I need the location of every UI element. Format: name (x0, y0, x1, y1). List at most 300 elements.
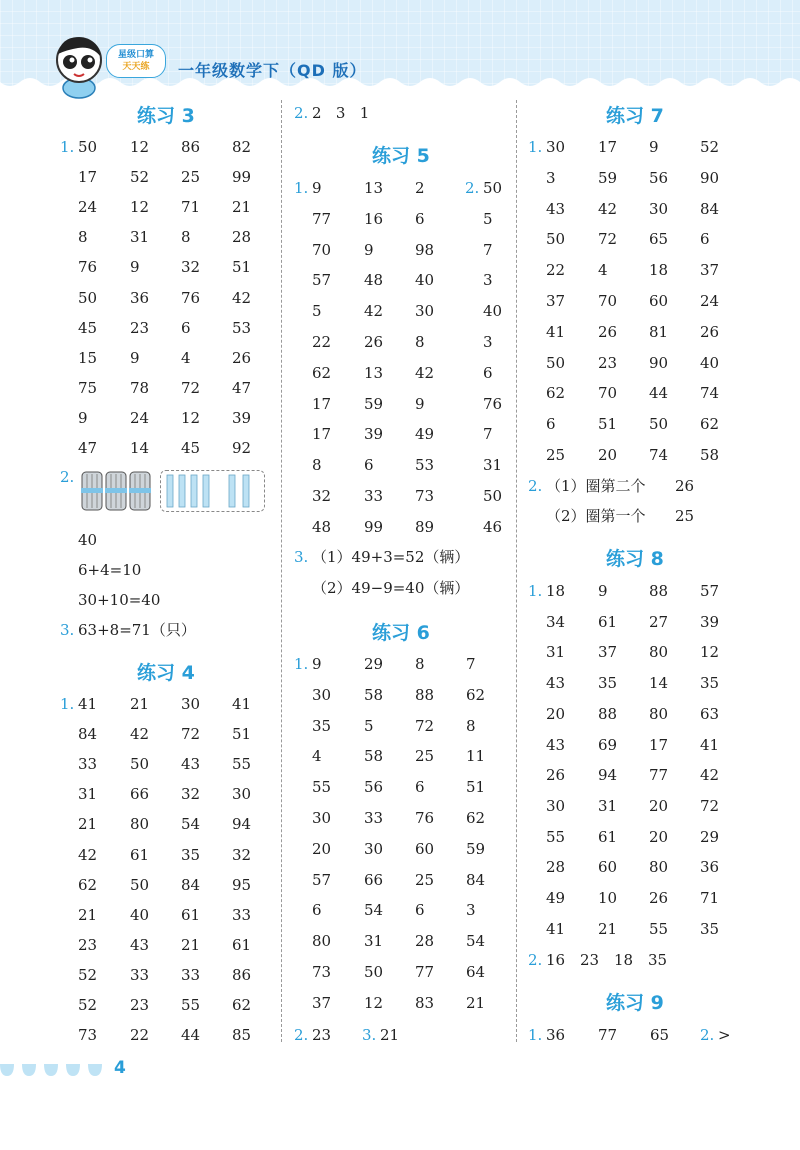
answer-cell: 49 (546, 889, 566, 907)
answer-cell: 60 (415, 839, 435, 858)
answer-cell: 41 (232, 695, 252, 713)
answer-cell: 76 (483, 394, 503, 413)
answer-cell: 35 (312, 716, 332, 735)
answer-cell: 18 (546, 582, 566, 600)
question-number: 2. (60, 468, 75, 486)
answer-cell: 50 (483, 487, 503, 505)
answer-cell: 12 (130, 138, 150, 156)
answer-cell: 95 (232, 875, 252, 894)
exercise-6-title: 练习 6 (372, 622, 430, 644)
answer-cell: 26 (232, 348, 252, 367)
answer-cell: 14 (130, 439, 150, 457)
answer-cell: 2 (415, 179, 425, 197)
exercise-7-title: 练习 7 (606, 105, 664, 127)
answer-cell: 27 (649, 612, 669, 631)
answer-value: 65 (650, 1026, 670, 1044)
answer-cell: 94 (598, 766, 618, 785)
answer-cell: 33 (364, 809, 384, 827)
answer-cell: 31 (364, 932, 384, 951)
answer-cell: 6 (483, 363, 493, 382)
answer-cell: 43 (130, 935, 150, 954)
answer-cell: 23 (130, 318, 150, 337)
answer-cell: 21 (598, 919, 618, 938)
answer-cell: 40 (700, 353, 720, 372)
answer-cell: 55 (649, 919, 669, 938)
answer-cell: 30 (364, 839, 384, 858)
question-number: 1. (528, 138, 543, 156)
answer-cell: 20 (649, 796, 669, 815)
answer-cell: 81 (649, 322, 669, 341)
question-number: 2. (700, 1026, 715, 1044)
answer-cell: 37 (598, 643, 618, 662)
answer-cell: 20 (312, 839, 332, 858)
answer-cell: 80 (649, 643, 669, 662)
question-number: 3. (294, 548, 309, 566)
answer-cell: 50 (78, 288, 98, 307)
answer-cell: 84 (181, 875, 201, 894)
answer-cell: 98 (415, 240, 435, 259)
answer-cell: 42 (598, 199, 618, 218)
answer-cell: 62 (466, 685, 486, 704)
answer-cell: 30 (415, 302, 435, 321)
answer-cell: 18 (649, 261, 669, 280)
answer-cell: 6 (700, 230, 710, 249)
answer-cell: 30 (181, 695, 201, 713)
answer-cell: 70 (312, 240, 332, 259)
answer-value: 23 (580, 951, 600, 969)
question-number: 2. (528, 951, 543, 969)
exercise-4-title: 练习 4 (137, 662, 195, 684)
answer-cell: 43 (181, 755, 201, 774)
answer-cell: 32 (181, 258, 201, 277)
answer-cell: 32 (181, 785, 201, 804)
answer-cell: 20 (649, 827, 669, 846)
answer-cell: 58 (364, 747, 384, 766)
answer-cell: 12 (364, 993, 384, 1012)
answer-cell: 74 (649, 446, 669, 464)
answer-value: 18 (614, 951, 634, 969)
answer-cell: 13 (364, 179, 384, 197)
answer-cell: 17 (312, 394, 332, 413)
answer-cell: 76 (415, 809, 435, 827)
answer-cell: 35 (700, 674, 720, 693)
answer-cell: 33 (130, 965, 150, 984)
answer-cell: 9 (130, 348, 140, 367)
answer-line: 30+10=40 (78, 591, 161, 609)
answer-cell: 5 (364, 716, 374, 735)
answer-cell: 44 (181, 1026, 201, 1045)
answer-cell: 29 (700, 827, 720, 846)
answer-cell: 60 (649, 292, 669, 310)
answer-cell: 4 (312, 747, 322, 766)
answer-cell: 16 (364, 209, 384, 228)
answer-cell: 40 (415, 271, 435, 290)
answer-cell: 17 (649, 735, 669, 754)
answer-cell: 75 (78, 378, 98, 397)
answer-cell: 82 (232, 138, 252, 156)
answer-value: > (718, 1026, 731, 1044)
answer-cell: 30 (312, 809, 332, 827)
answer-line: 40 (78, 531, 98, 549)
answer-cell: 32 (232, 845, 252, 864)
answer-cell: 6 (312, 901, 322, 920)
answer-cell: 22 (312, 333, 332, 351)
answer-cell: 31 (78, 785, 98, 804)
answer-cell: 37 (700, 261, 720, 280)
answer-cell: 25 (181, 168, 201, 187)
answer-cell: 21 (466, 993, 486, 1012)
book-title: 一年级数学下（QD 版） (178, 61, 367, 80)
answer-cell: 37 (312, 993, 332, 1012)
column-divider (516, 100, 517, 1042)
answer-cell: 54 (466, 932, 486, 951)
answer-cell: 56 (364, 778, 384, 797)
answer-cell: 35 (181, 845, 201, 864)
answer-cell: 11 (466, 747, 486, 766)
question-number: 3. (362, 1026, 377, 1044)
answer-cell: 20 (546, 704, 566, 723)
answer-cell: 62 (466, 809, 486, 827)
answer-cell: 48 (312, 517, 332, 536)
answer-cell: 21 (232, 198, 252, 217)
answer-cell: 50 (364, 963, 384, 981)
answer-cell: 31 (546, 643, 566, 662)
answer-cell: 57 (312, 271, 332, 290)
answer-cell: 99 (232, 168, 252, 187)
answer-cell: 61 (232, 935, 252, 954)
answer-cell: 72 (181, 378, 201, 397)
answer-line: 63+8=71（只） (78, 621, 196, 639)
answer-cell: 22 (546, 261, 566, 280)
answer-cell: 30 (232, 785, 252, 804)
answer-cell: 53 (232, 318, 252, 337)
column-divider (281, 100, 282, 1042)
answer-cell: 31 (130, 228, 150, 247)
answer-cell: 41 (546, 322, 566, 341)
answer-cell: 71 (181, 198, 201, 217)
answer-line: 2 3 1 (312, 104, 370, 122)
answer-cell: 26 (649, 889, 669, 907)
answer-cell: 8 (415, 333, 425, 351)
answer-cell: 30 (312, 685, 332, 704)
answer-cell: 33 (78, 755, 98, 774)
answer-cell: 17 (598, 138, 618, 156)
answer-cell: 88 (649, 582, 669, 600)
question-number: 1. (60, 695, 75, 713)
answer-cell: 30 (546, 138, 566, 156)
answer-cell: 37 (546, 292, 566, 310)
answer-cell: 77 (312, 209, 332, 228)
answer-cell: 15 (78, 348, 98, 367)
answer-cell: 80 (649, 704, 669, 723)
answer-cell: 59 (364, 394, 384, 413)
answer-cell: 9 (130, 258, 140, 277)
exercise-5-title: 练习 5 (372, 145, 430, 167)
answer-cell: 80 (130, 815, 150, 834)
answer-cell: 28 (546, 858, 566, 877)
answer-cell: 84 (78, 725, 98, 744)
answer-cell: 9 (364, 240, 374, 259)
answer-cell: 77 (415, 963, 435, 981)
question-number: 1. (60, 138, 75, 156)
answer-cell: 29 (364, 655, 384, 673)
answer-cell: 55 (181, 996, 201, 1014)
answer-value: 16 (546, 951, 566, 969)
answer-cell: 62 (232, 996, 252, 1014)
answer-value: 35 (648, 951, 668, 969)
answer-cell: 20 (598, 446, 618, 464)
answer-cell: 21 (130, 695, 150, 713)
answer-cell: 54 (364, 901, 384, 920)
answer-cell: 57 (700, 582, 720, 600)
answer-cell: 45 (181, 439, 201, 457)
answer-cell: 12 (700, 643, 720, 662)
answer-cell: 58 (700, 446, 720, 464)
answer-cell: 23 (598, 353, 618, 372)
answer-cell: 35 (598, 674, 618, 693)
answer-cell: 49 (415, 425, 435, 444)
exercise-3-title: 练习 3 (137, 105, 195, 127)
answer-cell: 6 (415, 901, 425, 920)
answer-cell: 72 (415, 716, 435, 735)
answer-cell: 48 (364, 271, 384, 290)
question-number: 1. (528, 1026, 543, 1044)
answer-cell: 5 (483, 209, 493, 228)
answer-cell: 3 (483, 333, 493, 351)
answer-cell: 94 (232, 815, 252, 834)
answer-cell: 42 (364, 302, 384, 321)
answer-cell: 77 (649, 766, 669, 785)
answer-cell: 28 (415, 932, 435, 951)
footer-dots-decoration (0, 1062, 110, 1078)
answer-cell: 25 (546, 446, 566, 464)
answer-cell: 73 (78, 1026, 98, 1045)
question-number: 1. (294, 655, 309, 673)
answer-cell: 90 (649, 353, 669, 372)
answer-cell: 7 (466, 655, 476, 673)
answer-cell: 42 (232, 288, 252, 307)
answer-cell: 62 (546, 384, 566, 403)
question-number: 2. (465, 179, 480, 197)
answer-cell: 45 (78, 318, 98, 337)
answer-cell: 42 (700, 766, 720, 785)
answer-cell: 99 (364, 517, 384, 536)
answer-cell: 89 (415, 517, 435, 536)
answer-cell: 84 (466, 870, 486, 889)
answer-cell: 92 (232, 439, 252, 457)
answer-cell: 73 (312, 963, 332, 981)
exercise-8-title: 练习 8 (606, 548, 664, 570)
answer-cell: 55 (312, 778, 332, 797)
answer-cell: 65 (649, 230, 669, 249)
question-number: 1. (294, 179, 309, 197)
answer-cell: 46 (483, 517, 503, 536)
answer-cell: 32 (312, 487, 332, 505)
answer-value: 77 (598, 1026, 618, 1044)
answer-cell: 55 (232, 755, 252, 774)
answer-cell: 28 (232, 228, 252, 247)
answer-cell: 41 (546, 919, 566, 938)
answer-cell: 51 (466, 778, 486, 797)
answer-cell: 24 (78, 198, 98, 217)
answer-cell: 4 (181, 348, 191, 367)
answer-cell: 78 (130, 378, 150, 397)
answer-cell: 30 (649, 199, 669, 218)
answer-cell: 9 (312, 179, 322, 197)
answer-cell: 26 (546, 766, 566, 785)
answer-cell: 55 (546, 827, 566, 846)
answer-cell: 88 (598, 704, 618, 723)
answer-cell: 72 (700, 796, 720, 815)
answer-cell: 42 (130, 725, 150, 744)
question-number: 2. (294, 104, 309, 122)
logo-line1: 星级口算 (117, 50, 154, 60)
answer-cell: 80 (312, 932, 332, 951)
answer-cell: 12 (130, 198, 150, 217)
answer-cell: 22 (130, 1026, 150, 1045)
answer-cell: 9 (312, 655, 322, 673)
answer-cell: 8 (312, 456, 322, 475)
answer-cell: 58 (364, 685, 384, 704)
answer-line: 6+4=10 (78, 561, 142, 579)
answer-cell: 31 (598, 796, 618, 815)
answer-cell: 6 (181, 318, 191, 337)
answer-cell: 8 (78, 228, 88, 247)
answer-cell: 56 (649, 168, 669, 187)
answer-cell: 72 (598, 230, 618, 249)
answer-cell: 43 (546, 199, 566, 218)
answer-cell: 23 (130, 996, 150, 1014)
question-number: 1. (528, 582, 543, 600)
answer-cell: 26 (598, 322, 618, 341)
answer-line: 23 (312, 1026, 332, 1044)
question-number: 3. (60, 621, 75, 639)
exercise-9-title: 练习 9 (606, 992, 664, 1014)
answer-line: （1）49+3=52（辆） (312, 548, 470, 566)
answer-cell: 50 (130, 875, 150, 894)
answer-cell: 76 (181, 288, 201, 307)
answer-cell: 62 (312, 363, 332, 382)
answer-cell: 8 (466, 716, 476, 735)
answer-cell: 66 (364, 870, 384, 889)
answer-cell: 52 (130, 168, 150, 187)
answer-cell: 59 (598, 168, 618, 187)
answer-cell: 73 (415, 487, 435, 505)
answer-cell: 30 (546, 796, 566, 815)
answer-cell: 51 (232, 258, 252, 277)
answer-cell: 50 (78, 138, 98, 156)
answer-cell: 40 (483, 302, 503, 321)
answer-cell: 85 (232, 1026, 252, 1045)
answer-cell: 42 (415, 363, 435, 382)
answer-cell: 60 (598, 858, 618, 877)
single-sticks-icon (160, 470, 265, 512)
answer-cell: 6 (364, 456, 374, 475)
answer-cell: 74 (700, 384, 720, 403)
answer-cell: 9 (598, 582, 608, 600)
stick-bundle-icon (78, 468, 158, 514)
answer-cell: 50 (546, 353, 566, 372)
answer-cell: 50 (649, 415, 669, 434)
question-number: 2. (528, 477, 543, 495)
answer-line: （2）49−9=40（辆） (312, 579, 470, 597)
answer-cell: 31 (483, 456, 503, 475)
answer-line: （2）圈第一个 (546, 507, 646, 525)
answer-cell: 61 (130, 845, 150, 864)
answer-cell: 90 (700, 168, 720, 187)
answer-cell: 33 (364, 487, 384, 505)
answer-cell: 9 (78, 408, 88, 427)
answer-cell: 21 (181, 935, 201, 954)
answer-cell: 70 (598, 292, 618, 310)
answer-cell: 26 (700, 322, 720, 341)
answer-cell: 24 (700, 292, 720, 310)
answer-cell: 59 (466, 839, 486, 858)
answer-line: （1）圈第二个 (546, 477, 646, 495)
answer-cell: 9 (415, 394, 425, 413)
answer-cell: 14 (649, 674, 669, 693)
answer-value: 25 (675, 507, 695, 525)
answer-cell: 41 (78, 695, 98, 713)
answer-cell: 8 (415, 655, 425, 673)
answer-cell: 52 (700, 138, 720, 156)
answer-cell: 51 (598, 415, 618, 434)
answer-cell: 7 (483, 240, 493, 259)
answer-cell: 72 (181, 725, 201, 744)
answer-cell: 8 (181, 228, 191, 247)
answer-cell: 50 (546, 230, 566, 249)
answer-cell: 6 (546, 415, 556, 434)
answer-cell: 21 (78, 815, 98, 834)
answer-cell: 4 (598, 261, 608, 280)
answer-line: 21 (380, 1026, 400, 1044)
answer-cell: 61 (598, 612, 618, 631)
answer-cell: 35 (700, 919, 720, 938)
answer-cell: 62 (78, 875, 98, 894)
answer-cell: 25 (415, 747, 435, 766)
answer-cell: 52 (78, 996, 98, 1014)
answer-cell: 47 (232, 378, 252, 397)
answer-cell: 13 (364, 363, 384, 382)
answer-cell: 33 (181, 965, 201, 984)
answer-cell: 62 (700, 415, 720, 434)
answer-cell: 21 (78, 905, 98, 924)
series-logo (106, 44, 166, 78)
answer-cell: 33 (232, 905, 252, 924)
answer-cell: 9 (649, 138, 659, 156)
answer-cell: 17 (312, 425, 332, 444)
answer-cell: 3 (546, 168, 556, 187)
answer-cell: 80 (649, 858, 669, 877)
answer-cell: 6 (415, 778, 425, 797)
answer-cell: 12 (181, 408, 201, 427)
header-wave (0, 78, 800, 100)
answer-cell: 10 (598, 889, 618, 907)
answer-cell: 39 (232, 408, 252, 427)
answer-cell: 70 (598, 384, 618, 403)
answer-cell: 5 (312, 302, 322, 321)
answer-cell: 47 (78, 439, 98, 457)
answer-cell: 86 (232, 965, 252, 984)
answer-cell: 69 (598, 735, 618, 754)
answer-cell: 61 (598, 827, 618, 846)
answer-cell: 26 (364, 333, 384, 351)
answer-cell: 53 (415, 456, 435, 475)
answer-cell: 71 (700, 889, 720, 907)
answer-cell: 36 (130, 288, 150, 307)
answer-cell: 24 (130, 408, 150, 427)
answer-cell: 52 (78, 965, 98, 984)
